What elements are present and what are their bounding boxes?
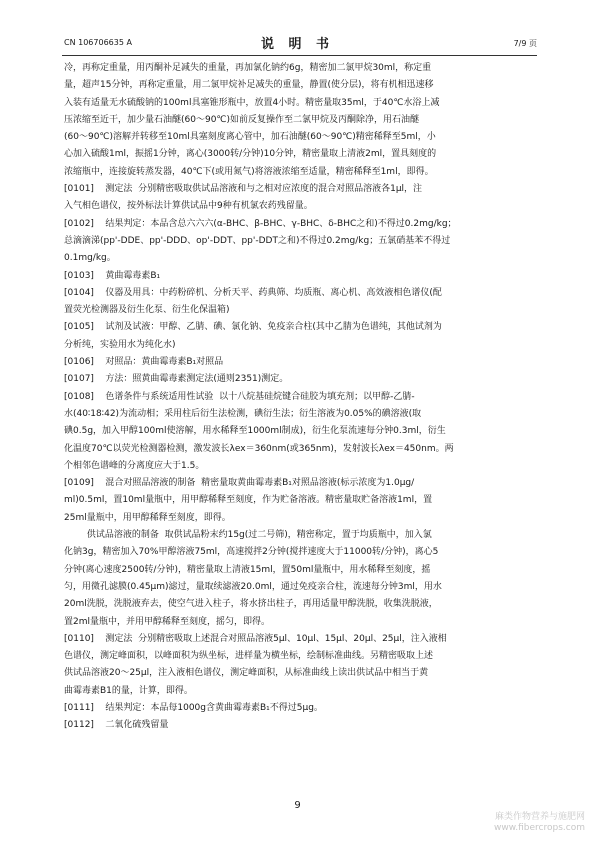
text-line: 分钟(离心速度2500转/分钟)，精密量取上清液15ml，置50ml量瓶中，用水稀释至刻度，摇	[64, 564, 431, 575]
text-line: 碘0.5g，加入甲醇100ml使溶解，用水稀释至1000ml制成)，衍生化泵流速每分钟0.3ml，衍生	[64, 426, 446, 437]
text-line: [0102] 结果判定：本品含总六六六(α-BHC、β-BHC、γ-BHC、δ-BHC之和)不得过0.2mg/kg；	[64, 218, 457, 229]
text-line: 匀，用微孔滤膜(0.45μm)滤过，量取续滤液20.0ml，通过免疫亲合柱，流速每分钟3ml，用水	[64, 581, 442, 592]
text-line: 入装有适量无水硫酸钠的100ml具塞锥形瓶中，放置4小时。精密量取35ml，于40℃水浴上减	[64, 97, 440, 108]
text-line: 总滴滴涕(pp'-DDE、pp'-DDD、op'-DDT、pp'-DDT之和)不得过0.2mg/kg；五氯硝基苯不得过	[64, 235, 451, 246]
text-line: [0105] 试剂及试液：甲醇、乙腈、碘、氯化钠、免疫亲合柱(其中乙腈为色谱纯，其他试剂为	[64, 322, 442, 333]
text-line: 心加入硫酸1ml，振摇1分钟，离心(3000转/分钟)10分钟，精密量取上清液2ml，置具刻度的	[64, 149, 437, 160]
watermark-url: www.fibercrops.com	[494, 823, 585, 833]
watermark	[494, 812, 585, 834]
text-line: 供试品溶液的制备 取供试品粉末约15g(过二号筛)，精密称定，置于均质瓶中，加入氯	[64, 530, 432, 541]
text-line: 浓缩瓶中，连接旋转蒸发器，40℃下(或用氮气)将溶液浓缩至适量，精密稀释至1ml，即得。	[64, 166, 434, 177]
page-number: 9	[294, 800, 301, 811]
text-line: [0107] 方法：照黄曲霉毒素测定法(通则2351)测定。	[64, 374, 289, 385]
text-line: 20ml洗脱，洗脱液弃去，使空气进入柱子，将水挤出柱子，再用适量甲醇洗脱，收集洗脱液，	[64, 599, 438, 610]
header-divider	[62, 55, 537, 56]
text-line: 压浓缩至近干，加少量石油醚(60～90℃)如前反复操作至二氯甲烷及丙酮除净，用石油醚	[64, 114, 420, 125]
text-line: [0101] 测定法 分别精密吸取供试品溶液和与之相对应浓度的混合对照品溶液各1μl，注	[64, 184, 423, 195]
text-line: 曲霉毒素B1的量，计算，即得。	[64, 685, 193, 696]
text-line: 0.1mg/kg。	[64, 253, 116, 264]
text-line: 入气相色谱仪，按外标法计算供试品中9种有机氯农药残留量。	[64, 201, 313, 212]
text-line: [0110] 测定法 分别精密吸取上述混合对照品溶液5μl、10μl、15μl、20μl、25μl，注入液相	[64, 633, 447, 644]
text-line: (60～90℃)溶解并转移至10ml具塞刻度离心管中，加石油醚(60～90℃)精密稀释至5ml，小	[64, 132, 436, 143]
text-line: [0111] 结果判定：本品每1000g含黄曲霉毒素B₁不得过5μg。	[64, 702, 323, 713]
text-line: 供试品溶液20～25μl，注入液相色谱仪，测定峰面积，从标准曲线上读出供试品中相当于黄	[64, 668, 429, 679]
text-line: 量，超声15分钟，再称定重量，用二氯甲烷补足减失的重量，静置(使分层)，将有机相迅速移	[64, 80, 434, 91]
patent-number: CN 106706635 A	[64, 38, 132, 47]
text-line: ml)0.5ml，置10ml量瓶中，用甲醇稀释至刻度，作为贮备溶液。精密量取贮备溶液1ml，置	[64, 495, 433, 506]
text-line: [0112] 二氧化硫残留量	[64, 720, 169, 731]
text-line: 分析纯，实验用水为纯化水)	[64, 339, 176, 350]
text-line: 化钠3g，精密加入70%甲醇溶液75ml，高速搅拌2分钟(搅拌速度大于11000转/分钟)，离心5	[64, 547, 439, 558]
document-title: 说 明 书	[260, 37, 335, 52]
page-indicator: 7/9 页	[513, 39, 537, 48]
text-line: 个相邻色谱峰的分离度应大于1.5。	[64, 460, 205, 471]
document-body	[64, 60, 538, 735]
text-line: 置荧光检测器及衍生化泵、衍生化保温箱)	[64, 305, 230, 316]
text-line: 置2ml量瓶中，并用甲醇稀释至刻度，摇匀，即得。	[64, 616, 270, 627]
text-line: [0109] 混合对照品溶液的制备 精密量取黄曲霉毒素B₁对照品溶液(标示浓度为1.0μg/	[64, 478, 415, 489]
text-line: 色谱仪，测定峰面积，以峰面积为纵坐标，进样量为横坐标，绘制标准曲线。另精密吸取上述	[64, 651, 434, 662]
text-line: [0103] 黄曲霉毒素B₁	[64, 270, 161, 281]
text-line: 冷，再称定重量，用丙酮补足减失的重量，再加氯化钠约6g，精密加二氯甲烷30ml，称定重	[64, 63, 432, 73]
watermark-text: 麻类作物营养与施肥网	[494, 812, 585, 822]
text-line: 25ml量瓶中，用甲醇稀释至刻度，即得。	[64, 512, 231, 523]
text-line: 水(40∶18∶42)为流动相；采用柱后衍生法检测，碘衍生法；衍生溶液为0.05%的碘溶液(取	[64, 408, 422, 419]
text-line: 化温度70℃以荧光检测器检测，激发波长λex＝360nm(或365nm)，发射波长λex＝450nm。两	[64, 443, 454, 454]
text-line: [0108] 色谱条件与系统适用性试验 以十八烷基硅烷键合硅胶为填充剂；以甲醇-乙腈-	[64, 391, 415, 402]
text-line: [0104] 仪器及用具：中药粉碎机、分析天平、药典筛、均质瓶、离心机、高效液相色谱仪(配	[64, 287, 442, 298]
text-line: [0106] 对照品：黄曲霉毒素B₁对照品	[64, 357, 224, 368]
